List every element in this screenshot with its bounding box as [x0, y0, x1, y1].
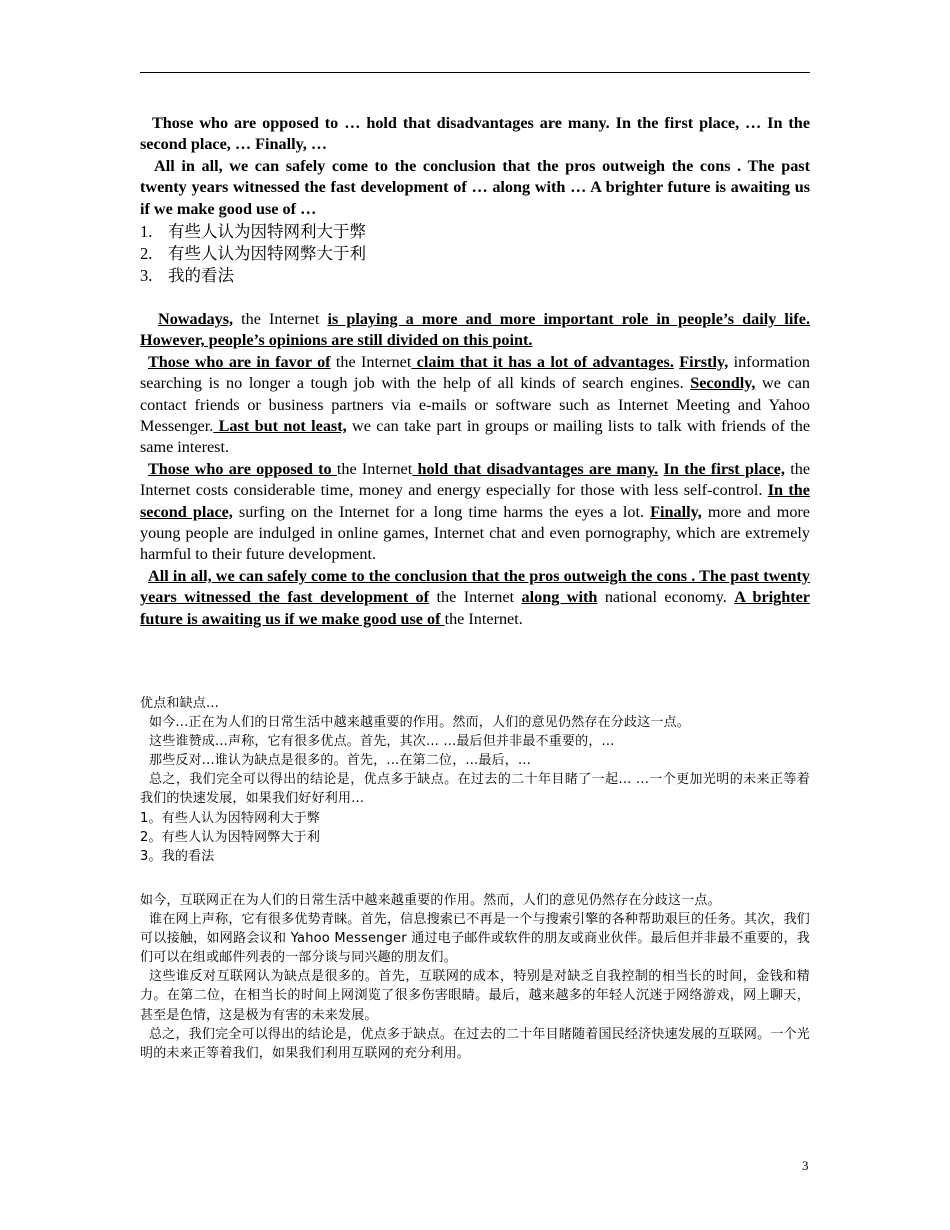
essay-paragraph-conclusion: All in all, we can safely come to the conclusion that the pros outweigh the cons . The past twenty years witnessed the fast development of the Internet along with national economy. A brighter future is awaiting us if we make good use of the Internet.: [140, 566, 810, 628]
translation-outline-item: 3。我的看法: [140, 848, 215, 864]
translation-line: 那些反对...谁认为缺点是很多的。首先，...在第二位，...最后，...: [149, 753, 531, 769]
translation-heading: 优点和缺点...: [140, 696, 219, 711]
template-section: [140, 113, 810, 286]
translation-essay-section: [140, 891, 810, 1063]
translation-essay-line: 如今，互联网正在为人们的日常生活中越来越重要的作用。然而，人们的意见仍然存在分歧这一点。: [140, 893, 721, 908]
translation-line: 如今...正在为人们的日常生活中越来越重要的作用。然而，人们的意见仍然存在分歧这一点。: [149, 715, 690, 731]
translation-line: 这些谁赞成...声称，它有很多优点。首先，其次... ...最后但并非最不重要的，...: [149, 734, 615, 750]
outline-item: 2. 有些人认为因特网弊大于利: [140, 243, 366, 263]
page-number: 3: [802, 1158, 809, 1173]
header-rule: [140, 72, 810, 73]
template-paragraph-opposed: Those who are opposed to … hold that disadvantages are many. In the first place, … In the second place, … Finally, …: [140, 114, 810, 154]
essay-paragraph-favor: Those who are in favor of the Internet claim that it has a lot of advantages. Firstly, information searching is no longer a tough job with the help of all kinds of search engines. Secondly, we can contact friends or business partners via e-mails or software such as Internet Meeting and Yahoo Messenger. Last but not least, we can take part in groups or mailing lists to talk with friends of the same interest.: [140, 352, 811, 457]
translation-essay-line: 总之，我们完全可以得出的结论是，优点多于缺点。在过去的二十年目睹随着国民经济快速发展的互联网。一个光明的未来正等着我们，如果我们利用互联网的充分利用。: [140, 1026, 810, 1061]
outline-item: 1. 有些人认为因特网利大于弊: [140, 222, 366, 242]
outline-item: 3. 我的看法: [140, 265, 234, 285]
translation-outline-item: 1。有些人认为因特网利大于弊: [140, 810, 321, 826]
translation-outline-item: 2。有些人认为因特网弊大于利: [140, 829, 321, 845]
essay-paragraph-opposed: Those who are opposed to the Internet hold that disadvantages are many. In the first place, the Internet costs considerable time, money and energy especially for those with less self-control. In the second place, surfing on the Internet for a long time harms the eyes a lot. Finally, more and more young people are indulged in online games, Internet chat and even pornography, which are extremely harmful to their future development.: [140, 459, 811, 564]
translation-essay-line: 谁在网上声称，它有很多优势青睐。首先，信息搜索已不再是一个与搜索引擎的各种帮助艰巨的任务。其次，我们可以接触，如网路会议和 Yahoo Messenger 通过电子邮件或软件的朋友或商业伙伴。最后但并非最不重要的，我们可以在组或邮件列表的一部分谈与同兴趣的朋友们。: [140, 912, 810, 966]
essay-section: [140, 309, 810, 630]
essay-paragraph-intro: Nowadays, the Internet is playing a more and more important role in people’s daily life. However, people’s opinions are still divided on this point.: [140, 310, 811, 350]
template-paragraph-conclusion: All in all, we can safely come to the conclusion that the pros outweigh the cons . The past twenty years witnessed the fast development of … along with … A brighter future is awaiting us if we make good use of …: [140, 156, 810, 218]
template-outline-list: [140, 221, 810, 286]
translation-template-section: [140, 694, 810, 866]
translation-essay-line: 这些谁反对互联网认为缺点是很多的。首先，互联网的成本，特别是对缺乏自我控制的相当长的时间，金钱和精力。在第二位，在相当长的时间上网浏览了很多伤害眼睛。最后，越来越多的年轻人沉迷于网络游戏，网上聊天，甚至是色情，这是极为有害的未来发展。: [140, 969, 810, 1023]
translation-line: 总之，我们完全可以得出的结论是，优点多于缺点。在过去的二十年目睹了一起... ...一个更加光明的未来正等着我们的快速发展，如果我们好好利用...: [140, 772, 810, 807]
